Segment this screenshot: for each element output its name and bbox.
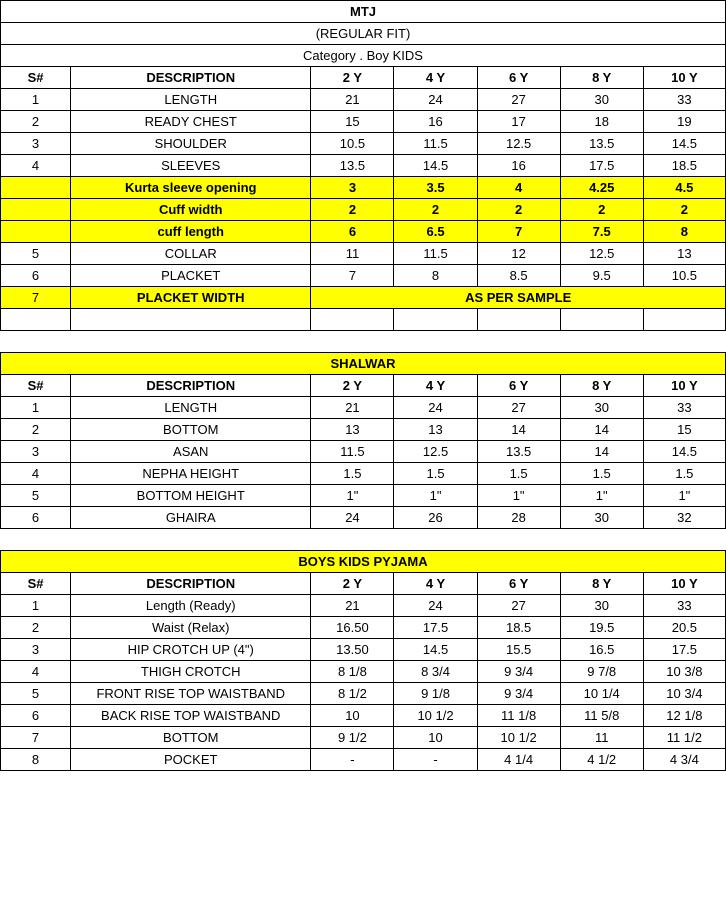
- row-measurement-value: 6: [311, 221, 394, 243]
- row-measurement-value: 2: [394, 199, 477, 221]
- row-measurement-value: 8: [394, 265, 477, 287]
- row-description: BOTTOM HEIGHT: [71, 485, 311, 507]
- row-measurement-value: 12.5: [477, 133, 560, 155]
- row-measurement-value: 13.5: [477, 441, 560, 463]
- row-serial-number: [1, 177, 71, 199]
- column-header-size: 2 Y: [311, 573, 394, 595]
- row-measurement-value: 2: [560, 199, 643, 221]
- row-serial-number: 4: [1, 661, 71, 683]
- row-description: Length (Ready): [71, 595, 311, 617]
- fit-subtitle: (REGULAR FIT): [1, 23, 726, 45]
- row-measurement-value: 3: [311, 177, 394, 199]
- row-measurement-value: 20.5: [643, 617, 725, 639]
- row-serial-number: 5: [1, 683, 71, 705]
- row-description: SHOULDER: [71, 133, 311, 155]
- table-row: [1, 309, 726, 331]
- row-measurement-value: 32: [643, 507, 725, 529]
- column-header-description: DESCRIPTION: [71, 67, 311, 89]
- row-measurement-value: 1.5: [394, 463, 477, 485]
- row-measurement-value: 12 1/8: [643, 705, 725, 727]
- row-measurement-value: 4 3/4: [643, 749, 725, 771]
- title-row: [1, 1, 726, 23]
- section-spacer-row: [1, 331, 726, 353]
- table-row: [1, 265, 726, 287]
- row-measurement-value: [311, 309, 394, 331]
- table-row: [1, 397, 726, 419]
- row-measurement-value: 1": [311, 485, 394, 507]
- row-measurement-value: 30: [560, 397, 643, 419]
- row-measurement-value: 4.25: [560, 177, 643, 199]
- row-measurement-value: 19: [643, 111, 725, 133]
- row-measurement-value: 4 1/4: [477, 749, 560, 771]
- column-header-size: 6 Y: [477, 375, 560, 397]
- row-measurement-value: -: [311, 749, 394, 771]
- column-header-row: [1, 573, 726, 595]
- row-serial-number: 3: [1, 639, 71, 661]
- row-serial-number: 8: [1, 749, 71, 771]
- row-serial-number: 3: [1, 441, 71, 463]
- row-measurement-value: 8 3/4: [394, 661, 477, 683]
- row-serial-number: 4: [1, 463, 71, 485]
- row-measurement-value: 15: [643, 419, 725, 441]
- row-measurement-value: 13: [311, 419, 394, 441]
- row-description: ASAN: [71, 441, 311, 463]
- row-measurement-value: 33: [643, 89, 725, 111]
- row-measurement-value: 12: [477, 243, 560, 265]
- row-measurement-value: 8 1/2: [311, 683, 394, 705]
- row-measurement-value: 9 3/4: [477, 683, 560, 705]
- row-serial-number: 1: [1, 595, 71, 617]
- row-measurement-value: 10.5: [643, 265, 725, 287]
- row-measurement-value: 11 1/2: [643, 727, 725, 749]
- row-measurement-value: 7.5: [560, 221, 643, 243]
- row-measurement-value: 4 1/2: [560, 749, 643, 771]
- row-measurement-value: -: [394, 749, 477, 771]
- row-measurement-value: 14.5: [643, 133, 725, 155]
- table-row: [1, 199, 726, 221]
- column-header-row: [1, 67, 726, 89]
- spec-table-body: [1, 1, 726, 771]
- row-measurement-value: 15.5: [477, 639, 560, 661]
- row-description: cuff length: [71, 221, 311, 243]
- row-measurement-value: 17.5: [560, 155, 643, 177]
- column-header-size: 6 Y: [477, 573, 560, 595]
- row-measurement-value: 30: [560, 507, 643, 529]
- row-serial-number: 3: [1, 133, 71, 155]
- row-description: Kurta sleeve opening: [71, 177, 311, 199]
- row-description: NEPHA HEIGHT: [71, 463, 311, 485]
- row-measurement-value: 2: [643, 199, 725, 221]
- row-measurement-value: 33: [643, 397, 725, 419]
- row-measurement-value: 6.5: [394, 221, 477, 243]
- row-measurement-value: [394, 309, 477, 331]
- column-header-size: 4 Y: [394, 375, 477, 397]
- row-measurement-value: 26: [394, 507, 477, 529]
- row-measurement-value: 11.5: [394, 243, 477, 265]
- row-merged-value: AS PER SAMPLE: [311, 287, 726, 309]
- row-measurement-value: 14.5: [394, 639, 477, 661]
- row-description: GHAIRA: [71, 507, 311, 529]
- row-measurement-value: 13: [394, 419, 477, 441]
- row-measurement-value: 18.5: [477, 617, 560, 639]
- row-description: POCKET: [71, 749, 311, 771]
- row-measurement-value: 9 3/4: [477, 661, 560, 683]
- row-measurement-value: 7: [477, 221, 560, 243]
- column-header-size: 10 Y: [643, 67, 725, 89]
- section-spacer-row: [1, 529, 726, 551]
- row-measurement-value: 27: [477, 595, 560, 617]
- row-measurement-value: 13.5: [560, 133, 643, 155]
- row-measurement-value: 24: [394, 89, 477, 111]
- row-serial-number: 4: [1, 155, 71, 177]
- table-row: [1, 595, 726, 617]
- section-bar-row: [1, 551, 726, 573]
- row-measurement-value: 1.5: [311, 463, 394, 485]
- row-description: LENGTH: [71, 89, 311, 111]
- row-serial-number: 1: [1, 397, 71, 419]
- row-measurement-value: 10: [311, 705, 394, 727]
- row-measurement-value: 24: [394, 595, 477, 617]
- row-serial-number: 5: [1, 485, 71, 507]
- row-measurement-value: 2: [311, 199, 394, 221]
- row-serial-number: 7: [1, 287, 71, 309]
- row-measurement-value: 1": [560, 485, 643, 507]
- row-measurement-value: 16.50: [311, 617, 394, 639]
- row-measurement-value: 11 1/8: [477, 705, 560, 727]
- row-measurement-value: 10 3/8: [643, 661, 725, 683]
- table-row: [1, 463, 726, 485]
- section-bar-row: [1, 353, 726, 375]
- row-description: THIGH CROTCH: [71, 661, 311, 683]
- row-measurement-value: 24: [394, 397, 477, 419]
- row-measurement-value: 30: [560, 595, 643, 617]
- row-measurement-value: 1": [643, 485, 725, 507]
- column-header-size: 8 Y: [560, 67, 643, 89]
- table-row: [1, 441, 726, 463]
- table-row: [1, 617, 726, 639]
- row-measurement-value: 3.5: [394, 177, 477, 199]
- category-label: Category . Boy KIDS: [1, 45, 726, 67]
- row-measurement-value: 13.50: [311, 639, 394, 661]
- row-description: SLEEVES: [71, 155, 311, 177]
- row-measurement-value: 28: [477, 507, 560, 529]
- column-header-description: DESCRIPTION: [71, 573, 311, 595]
- category-row: [1, 45, 726, 67]
- row-measurement-value: 10: [394, 727, 477, 749]
- row-measurement-value: 4.5: [643, 177, 725, 199]
- table-row: [1, 705, 726, 727]
- row-description: FRONT RISE TOP WAISTBAND: [71, 683, 311, 705]
- column-header-description: DESCRIPTION: [71, 375, 311, 397]
- table-row: [1, 749, 726, 771]
- row-measurement-value: 1.5: [560, 463, 643, 485]
- row-description: LENGTH: [71, 397, 311, 419]
- table-row: [1, 89, 726, 111]
- table-row: [1, 727, 726, 749]
- row-serial-number: [1, 309, 71, 331]
- row-measurement-value: 1": [477, 485, 560, 507]
- row-serial-number: [1, 199, 71, 221]
- row-measurement-value: 21: [311, 397, 394, 419]
- column-header-size: 8 Y: [560, 573, 643, 595]
- row-measurement-value: 10.5: [311, 133, 394, 155]
- row-measurement-value: 14: [477, 419, 560, 441]
- subtitle-row: [1, 23, 726, 45]
- row-measurement-value: 9 7/8: [560, 661, 643, 683]
- table-row: [1, 221, 726, 243]
- row-description: READY CHEST: [71, 111, 311, 133]
- row-measurement-value: 13.5: [311, 155, 394, 177]
- row-measurement-value: 15: [311, 111, 394, 133]
- row-measurement-value: 27: [477, 89, 560, 111]
- row-measurement-value: 10 3/4: [643, 683, 725, 705]
- column-header-size: 8 Y: [560, 375, 643, 397]
- row-measurement-value: 24: [311, 507, 394, 529]
- row-measurement-value: 17.5: [643, 639, 725, 661]
- column-header-size: 10 Y: [643, 573, 725, 595]
- row-description: PLACKET WIDTH: [71, 287, 311, 309]
- row-serial-number: 2: [1, 111, 71, 133]
- page-title: MTJ: [1, 1, 726, 23]
- row-measurement-value: 17: [477, 111, 560, 133]
- column-header-size: 4 Y: [394, 67, 477, 89]
- table-row: [1, 133, 726, 155]
- row-description: PLACKET: [71, 265, 311, 287]
- row-measurement-value: [477, 309, 560, 331]
- row-measurement-value: 8 1/8: [311, 661, 394, 683]
- row-measurement-value: 4: [477, 177, 560, 199]
- row-serial-number: 6: [1, 705, 71, 727]
- row-serial-number: 5: [1, 243, 71, 265]
- row-serial-number: 6: [1, 265, 71, 287]
- row-measurement-value: 21: [311, 595, 394, 617]
- row-measurement-value: 10 1/2: [394, 705, 477, 727]
- table-row: [1, 111, 726, 133]
- row-measurement-value: 19.5: [560, 617, 643, 639]
- table-row: [1, 485, 726, 507]
- row-measurement-value: 11.5: [311, 441, 394, 463]
- table-row: [1, 683, 726, 705]
- row-measurement-value: 14: [560, 441, 643, 463]
- row-measurement-value: 1": [394, 485, 477, 507]
- row-measurement-value: 27: [477, 397, 560, 419]
- row-measurement-value: 17.5: [394, 617, 477, 639]
- row-serial-number: [1, 221, 71, 243]
- column-header-size: 4 Y: [394, 573, 477, 595]
- row-measurement-value: 12.5: [394, 441, 477, 463]
- row-measurement-value: 21: [311, 89, 394, 111]
- row-measurement-value: 10 1/2: [477, 727, 560, 749]
- row-description: Waist (Relax): [71, 617, 311, 639]
- row-measurement-value: 14.5: [643, 441, 725, 463]
- row-measurement-value: 1.5: [643, 463, 725, 485]
- row-measurement-value: [643, 309, 725, 331]
- column-header-sn: S#: [1, 375, 71, 397]
- row-description: [71, 309, 311, 331]
- section-title-pyjama: BOYS KIDS PYJAMA: [1, 551, 726, 573]
- column-header-row: [1, 375, 726, 397]
- row-measurement-value: 18.5: [643, 155, 725, 177]
- row-measurement-value: 14.5: [394, 155, 477, 177]
- row-measurement-value: 8: [643, 221, 725, 243]
- row-description: COLLAR: [71, 243, 311, 265]
- row-measurement-value: 18: [560, 111, 643, 133]
- spacer: [1, 529, 726, 551]
- table-row: [1, 661, 726, 683]
- row-measurement-value: 16: [477, 155, 560, 177]
- column-header-sn: S#: [1, 573, 71, 595]
- row-description: BACK RISE TOP WAISTBAND: [71, 705, 311, 727]
- row-measurement-value: 11 5/8: [560, 705, 643, 727]
- row-measurement-value: 7: [311, 265, 394, 287]
- row-description: BOTTOM: [71, 727, 311, 749]
- spacer: [1, 331, 726, 353]
- column-header-size: 2 Y: [311, 375, 394, 397]
- row-measurement-value: 11: [311, 243, 394, 265]
- row-measurement-value: 9 1/8: [394, 683, 477, 705]
- row-serial-number: 7: [1, 727, 71, 749]
- row-serial-number: 2: [1, 419, 71, 441]
- row-measurement-value: 9 1/2: [311, 727, 394, 749]
- row-measurement-value: 1.5: [477, 463, 560, 485]
- column-header-size: 10 Y: [643, 375, 725, 397]
- row-serial-number: 2: [1, 617, 71, 639]
- row-measurement-value: 14: [560, 419, 643, 441]
- row-description: Cuff width: [71, 199, 311, 221]
- column-header-size: 2 Y: [311, 67, 394, 89]
- row-measurement-value: 2: [477, 199, 560, 221]
- row-measurement-value: 12.5: [560, 243, 643, 265]
- section-title-shalwar: SHALWAR: [1, 353, 726, 375]
- row-measurement-value: [560, 309, 643, 331]
- row-measurement-value: 8.5: [477, 265, 560, 287]
- row-measurement-value: 13: [643, 243, 725, 265]
- row-measurement-value: 16.5: [560, 639, 643, 661]
- column-header-sn: S#: [1, 67, 71, 89]
- row-measurement-value: 10 1/4: [560, 683, 643, 705]
- row-measurement-value: 11: [560, 727, 643, 749]
- row-serial-number: 1: [1, 89, 71, 111]
- row-measurement-value: 11.5: [394, 133, 477, 155]
- column-header-size: 6 Y: [477, 67, 560, 89]
- table-row: [1, 507, 726, 529]
- table-row: [1, 243, 726, 265]
- row-description: BOTTOM: [71, 419, 311, 441]
- table-row: [1, 419, 726, 441]
- table-row: [1, 177, 726, 199]
- row-measurement-value: 33: [643, 595, 725, 617]
- row-serial-number: 6: [1, 507, 71, 529]
- row-measurement-value: 16: [394, 111, 477, 133]
- row-description: HIP CROTCH UP (4"): [71, 639, 311, 661]
- row-measurement-value: 9.5: [560, 265, 643, 287]
- table-row: [1, 639, 726, 661]
- table-row: [1, 155, 726, 177]
- row-measurement-value: 30: [560, 89, 643, 111]
- table-row: [1, 287, 726, 309]
